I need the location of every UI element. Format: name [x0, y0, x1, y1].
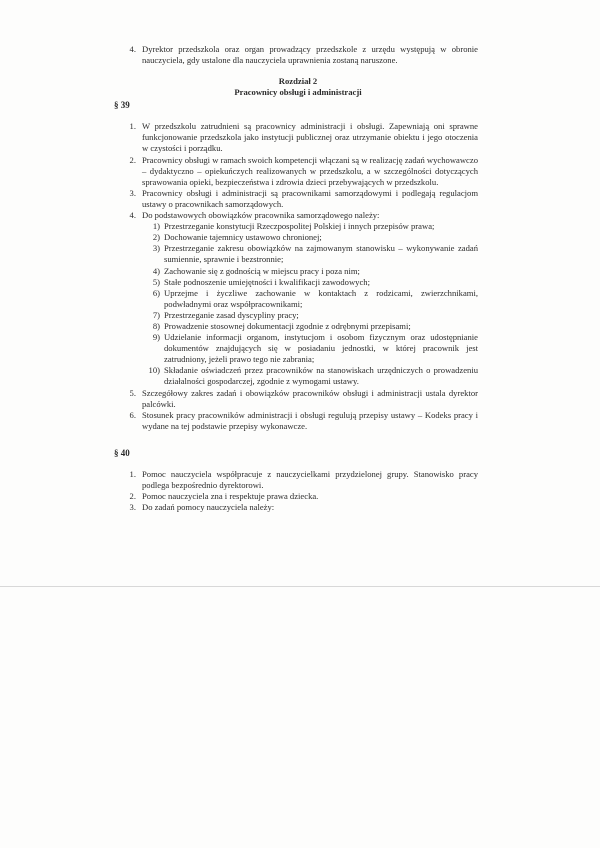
item-number: 4.	[129, 44, 136, 54]
section-39-heading: § 39	[114, 100, 130, 111]
intro-paragraph	[118, 44, 478, 66]
duty-text: Stałe podnoszenie umiejętności i kwalifikacji zawodowych;	[164, 276, 370, 287]
duty-number: 3)	[152, 243, 160, 254]
item-number: 2.	[129, 154, 136, 165]
item-number: 6.	[129, 409, 136, 420]
duty-number: 6)	[152, 287, 160, 298]
document-content	[114, 44, 478, 513]
duty-number: 8)	[152, 320, 160, 331]
item-number: 1.	[129, 121, 136, 132]
duty-text: Zachowanie się z godnością w miejscu pracy i poza nim;	[164, 265, 360, 276]
list-item	[118, 502, 478, 513]
item-number: 5.	[129, 387, 136, 398]
item-number: 4.	[129, 210, 136, 221]
item-number: 3.	[129, 502, 136, 513]
duty-number: 10)	[148, 365, 160, 376]
page-edge-divider	[0, 586, 600, 587]
section-40-heading: § 40	[114, 447, 130, 458]
list-item	[118, 210, 478, 221]
duty-item	[142, 243, 478, 265]
list-item	[118, 121, 478, 154]
duty-text: Udzielanie informacji organom, instytucjom i osobom fizycznym oraz udostępnianie dokumentów znajdujących się w posiadaniu jednostki, w której pracownik jest zatrudniony, jeżeli prawo tego nie zabrania;	[164, 332, 478, 365]
duty-number: 4)	[152, 265, 160, 276]
duty-text: Składanie oświadczeń przez pracowników na stanowiskach urzędniczych o prowadzeniu działalności gospodarczej, zgodnie z wymogami ustawy.	[164, 365, 478, 387]
list-item	[118, 388, 478, 410]
duty-item	[142, 310, 478, 321]
item-text: Pomoc nauczyciela zna i respektuje prawa dziecka.	[142, 491, 319, 502]
item-text: Pracownicy obsługi w ramach swoich kompetencji włączani są w realizację zadań wychowawczo – dydaktyczno – opiekuńczych realizowanych w przedszkolu, a w szczególności dotyczących sprawowania opieki, bezpieczeństwa i zdrowia dzieci przebywających w przedszkolu.	[142, 154, 478, 187]
item-text: Dyrektor przedszkola oraz organ prowadzący przedszkole z urzędu występują w obronie nauczyciela, gdy ustalone dla nauczyciela uprawnienia zostaną naruszone.	[142, 44, 478, 66]
duty-text: Przestrzeganie konstytucji Rzeczpospolitej Polskiej i innych przepisów prawa;	[164, 221, 435, 232]
duty-item	[142, 365, 478, 387]
item-number: 1.	[129, 469, 136, 479]
list-item	[118, 469, 478, 491]
list-item	[118, 410, 478, 432]
duty-text: Przestrzeganie zakresu obowiązków na zajmowanym stanowisku – wykonywanie zadań sumiennie, sprawnie i bezstronnie;	[164, 243, 478, 265]
item-text: Szczegółowy zakres zadań i obowiązków pracowników obsługi i administracji ustala dyrektor palcówki.	[142, 387, 478, 409]
duty-number: 1)	[152, 221, 160, 232]
duty-item	[142, 277, 478, 288]
duty-number: 2)	[152, 232, 160, 243]
spacer	[118, 432, 478, 446]
duty-number: 7)	[152, 309, 160, 320]
duty-number: 9)	[152, 332, 160, 343]
duty-text: Przestrzeganie zasad dyscypliny pracy;	[164, 309, 299, 320]
list-item	[118, 188, 478, 210]
duty-text: Prowadzenie stosownej dokumentacji zgodnie z odrębnymi przepisami;	[164, 320, 411, 331]
duty-item	[142, 288, 478, 310]
item-text: Pomoc nauczyciela współpracuje z nauczycielkami przydzielonej grupy. Stanowisko pracy podlega bezpośrednio dyrektorowi.	[142, 469, 478, 491]
duty-text: Dochowanie tajemnicy ustawowo chronionej;	[164, 232, 322, 243]
item-text: W przedszkolu zatrudnieni są pracownicy administracji i obsługi. Zapewniają oni sprawne funkcjonowanie przedszkola jako instytucji publicznej oraz utrzymanie obiektu i jego otoczenia w czystości i porządku.	[142, 121, 478, 154]
duty-item	[142, 321, 478, 332]
item-text: Stosunek pracy pracowników administracji i obsługi regulują przepisy ustawy – Kodeks pracy i wydane na tej podstawie przepisy wykonawcze.	[142, 409, 478, 431]
item-text: Pracownicy obsługi i administracji są pracownikami samorządowymi i podlegają regulacjom ustawy o pracownikach samorządowych.	[142, 187, 478, 209]
duty-item	[142, 221, 478, 232]
chapter-title: Rozdział 2	[278, 76, 318, 87]
item-number: 3.	[129, 187, 136, 198]
chapter-subtitle: Pracownicy obsługi i administracji	[234, 87, 362, 98]
list-item	[118, 155, 478, 188]
duty-text: Uprzejme i życzliwe zachowanie w kontaktach z rodzicami, zwierzchnikami, podwładnymi oraz współpracownikami;	[164, 287, 478, 309]
duty-item	[142, 232, 478, 243]
duty-item	[142, 332, 478, 365]
item-text: Do zadań pomocy nauczyciela należy:	[142, 502, 275, 513]
item-number: 2.	[129, 491, 136, 502]
duty-item	[142, 266, 478, 277]
duty-number: 5)	[152, 276, 160, 287]
list-item	[118, 491, 478, 502]
item-text: Do podstawowych obowiązków pracownika samorządowego należy:	[142, 210, 380, 221]
chapter-heading	[118, 76, 478, 98]
